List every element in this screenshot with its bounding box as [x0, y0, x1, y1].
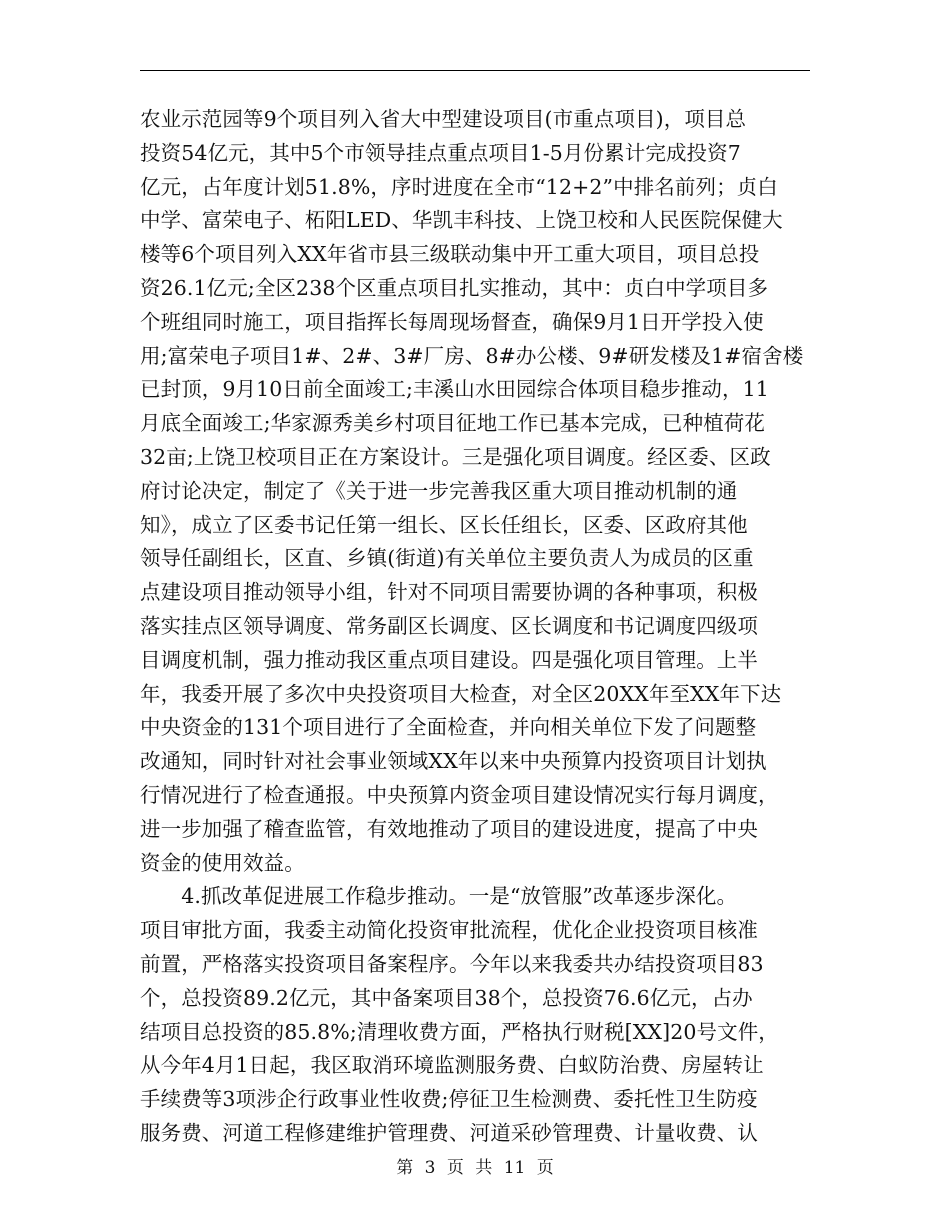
document-body	[140, 103, 820, 1151]
text-line: 农业示范园等9个项目列入省大中型建设项目(市重点项目)，项目总	[140, 107, 747, 131]
text-line: 中学、富荣电子、柘阳LED、华凯丰科技、上饶卫校和人民医院保健大	[140, 208, 783, 233]
text-line: 服务费、河道工程修建维护管理费、河道采砂管理费、计量收费、认	[140, 1120, 758, 1145]
text-line: 府讨论决定，制定了《关于进一步完善我区重大项目推动机制的通	[140, 478, 738, 503]
text-line: 亿元，占年度计划51.8%，序时进度在全市“12+2”中排名前列；贞白	[140, 174, 778, 199]
page-number: 第 3 页 共 11 页	[396, 1158, 554, 1178]
text-line: 手续费等3项涉企行政事业性收费;停征卫生检测费、委托性卫生防疫	[140, 1087, 758, 1112]
text-line: 投资54亿元，其中5个市领导挂点重点项目1-5月份累计完成投资7	[140, 140, 741, 165]
text-line: 前置，严格落实投资项目备案程序。今年以来我委共办结投资项目83	[140, 951, 764, 976]
text-line: 结项目总投资的85.8%;清理收费方面，严格执行财税[XX]20号文件，	[140, 1019, 779, 1044]
text-line: 改通知，同时针对社会事业领域XX年以来中央预算内投资项目计划执	[140, 749, 767, 774]
text-line: 项目审批方面，我委主动简化投资审批流程，优化企业投资项目核准	[140, 918, 758, 943]
text-line: 个班组同时施工，项目指挥长每周现场督查，确保9月1日开学投入使	[140, 309, 764, 334]
text-line: 知》，成立了区委书记任第一组长、区长任组长，区委、区政府其他	[140, 512, 748, 537]
text-line: 月底全面竣工;华家源秀美乡村项目征地工作已基本完成，已种植荷花	[140, 411, 766, 436]
paragraph-start-line: 4.抓改革促进展工作稳步推动。一是“放管服”改革逐步深化。	[140, 884, 738, 909]
text-line: 落实挂点区领导调度、常务副区长调度、区长调度和书记调度四级项	[140, 613, 758, 638]
text-line: 目调度机制，强力推动我区重点项目建设。四是强化项目管理。上半	[140, 647, 758, 672]
text-line: 进一步加强了稽查监管，有效地推动了项目的建设进度，提高了中央	[140, 816, 758, 841]
text-line: 用;富荣电子项目1#、2#、3#厂房、8#办公楼、9#研发楼及1#宿舍楼	[140, 343, 804, 368]
text-line: 领导任副组长，区直、乡镇(街道)有关单位主要负责人为成员的区重	[140, 546, 754, 571]
text-line: 32亩;上饶卫校项目正在方案设计。三是强化项目调度。经区委、区政	[140, 444, 771, 469]
text-line: 年，我委开展了多次中央投资项目大检查，对全区20XX年至XX年下达	[140, 681, 782, 706]
text-line: 行情况进行了检查通报。中央预算内资金项目建设情况实行每月调度，	[140, 782, 779, 807]
text-line: 楼等6个项目列入XX年省市县三级联动集中开工重大项目，项目总投	[140, 242, 760, 267]
text-line: 资金的使用效益。	[140, 850, 305, 875]
text-line: 资26.1亿元;全区238个区重点项目扎实推动，其中：贞白中学项目多	[140, 275, 769, 300]
text-line: 点建设项目推动领导小组，针对不同项目需要协调的各种事项，积极	[140, 580, 758, 605]
header-rule	[140, 70, 810, 71]
text-line: 中央资金的131个项目进行了全面检查，并向相关单位下发了问题整	[140, 715, 757, 740]
text-line: 个，总投资89.2亿元，其中备案项目38个，总投资76.6亿元，占办	[140, 985, 753, 1010]
text-line: 已封顶，9月10日前全面竣工;丰溪山水田园综合体项目稳步推动，11	[140, 377, 769, 402]
text-line: 从今年4月1日起，我区取消环境监测服务费、白蚁防治费、房屋转让	[140, 1053, 764, 1078]
